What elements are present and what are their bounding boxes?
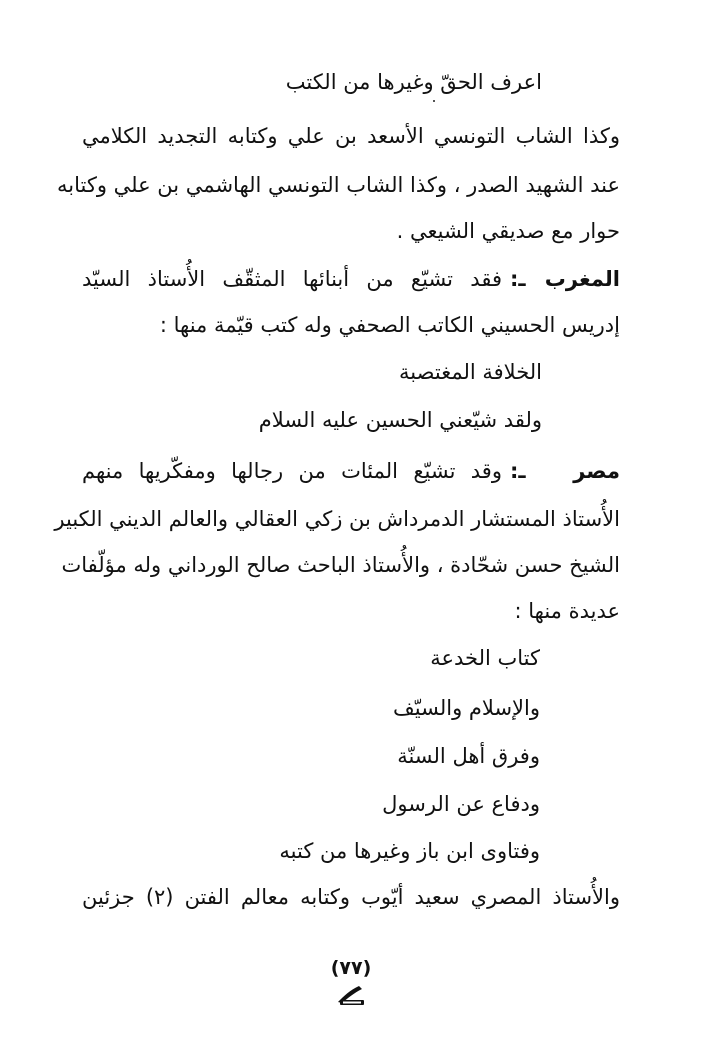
misr-line-2: الشيخ حسن شحّادة ، والأُستاذ الباحث صالح الورداني وله مؤلّفات xyxy=(61,553,620,577)
maghrib-book-2: ولقد شيّعني الحسين عليه السلام xyxy=(258,408,542,432)
misr-line-3: عديدة منها : xyxy=(514,599,620,623)
misr-label: مصر ـ: xyxy=(510,459,620,483)
text-line-1: اعرف الحقّ وغيرها من الكتب xyxy=(285,70,542,94)
maghrib-text: فقد تشيّع من أبنائها المثقّف الأُستاذ السيّد xyxy=(82,267,502,291)
misr-book-5: وفتاوى ابن باز وغيرها من كتبه xyxy=(279,839,540,863)
misr-line-1: الأُستاذ المستشار الدمرداش بن زكي العقالي والعالم الديني الكبير xyxy=(54,507,620,531)
maghrib-line-2: إدريس الحسيني الكاتب الصحفي وله كتب قيّمة منها : xyxy=(159,313,620,337)
scan-speck xyxy=(433,100,435,102)
misr-book-3: وفرق أهل السنّة xyxy=(397,744,540,768)
misr-paragraph xyxy=(82,456,620,486)
maghrib-book-1: الخلافة المغتصبة xyxy=(399,360,542,384)
misr-book-4: ودفاع عن الرسول xyxy=(382,792,540,816)
misr-last-line: والأُستاذ المصري سعيد أيّوب وكتابه معالم الفتن (٢) جزئين xyxy=(82,885,620,909)
text-line-4: حوار مع صديقي الشيعي . xyxy=(396,219,620,243)
maghrib-label: المغرب ـ: xyxy=(510,267,620,291)
text-line-2: وكذا الشاب التونسي الأسعد بن علي وكتابه التجديد الكلامي xyxy=(82,124,620,148)
page-number: (٧٧) xyxy=(330,957,372,979)
text-line-3: عند الشهيد الصدر ، وكذا الشاب التونسي الهاشمي بن علي وكتابه xyxy=(56,173,620,197)
misr-book-1: كتاب الخدعة xyxy=(430,646,540,670)
misr-book-2: والإسلام والسيّف xyxy=(393,696,540,720)
quill-icon xyxy=(335,984,371,1006)
maghrib-paragraph xyxy=(82,264,620,294)
misr-text: وقد تشيّع المئات من رجالها ومفكّريها منهم xyxy=(82,459,502,483)
